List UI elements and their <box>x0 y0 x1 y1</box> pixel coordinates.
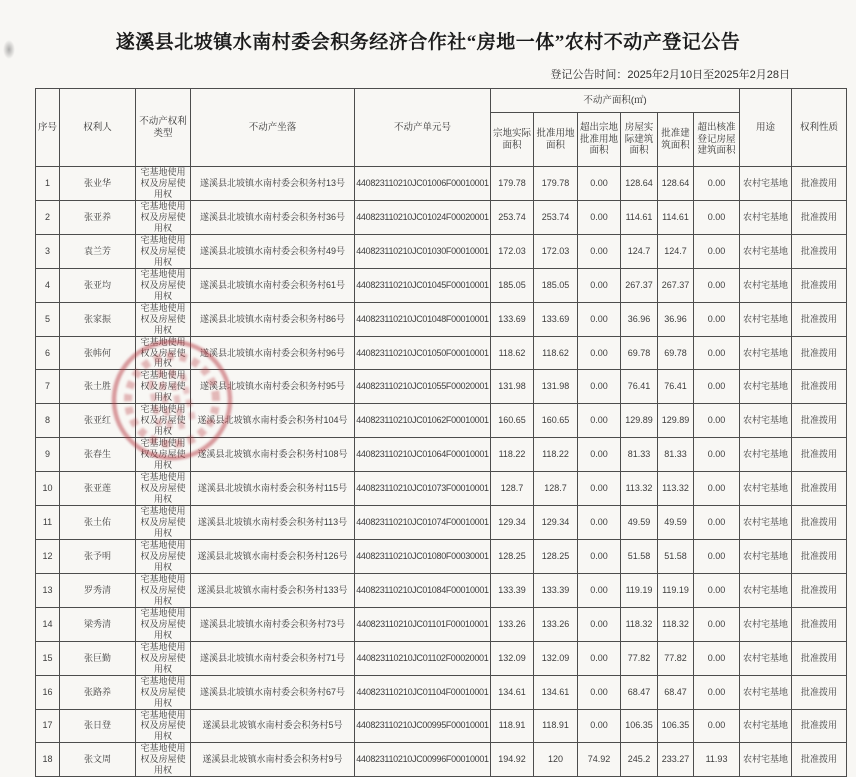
cell-excess-building-area: 0.00 <box>694 539 740 573</box>
cell-parcel-actual-area: 132.09 <box>491 641 534 675</box>
cell-unit-no: 440823110210JC00996F00010001 <box>355 743 491 777</box>
cell-parcel-actual-area: 185.05 <box>491 268 534 302</box>
cell-nature: 批准拨用 <box>792 404 847 438</box>
cell-building-actual-area: 76.41 <box>621 370 658 404</box>
cell-excess-parcel-area: 0.00 <box>578 506 621 540</box>
cell-excess-building-area: 0.00 <box>694 709 740 743</box>
header-row-group <box>36 89 847 113</box>
cell-right-type: 宅基地使用权及房屋使用权 <box>136 268 191 302</box>
cell-approved-land-area: 179.78 <box>534 167 578 201</box>
cell-excess-parcel-area: 0.00 <box>578 336 621 370</box>
cell-approved-land-area: 133.26 <box>534 607 578 641</box>
cell-usage: 农村宅基地 <box>740 573 792 607</box>
cell-parcel-actual-area: 253.74 <box>491 200 534 234</box>
cell-seq: 12 <box>36 539 60 573</box>
cell-parcel-actual-area: 118.22 <box>491 438 534 472</box>
cell-nature: 批准拨用 <box>792 539 847 573</box>
cell-unit-no: 440823110210JC01102F00020001 <box>355 641 491 675</box>
cell-excess-parcel-area: 0.00 <box>578 370 621 404</box>
header-right-type: 不动产权利类型 <box>136 89 191 167</box>
cell-nature: 批准拨用 <box>792 200 847 234</box>
cell-holder: 张亚莲 <box>60 472 136 506</box>
cell-excess-parcel-area: 0.00 <box>578 404 621 438</box>
cell-excess-building-area: 0.00 <box>694 641 740 675</box>
cell-right-type: 宅基地使用权及房屋使用权 <box>136 743 191 777</box>
cell-seq: 15 <box>36 641 60 675</box>
cell-holder: 张亚养 <box>60 200 136 234</box>
table-row <box>36 438 847 472</box>
cell-parcel-actual-area: 133.39 <box>491 573 534 607</box>
cell-seq: 5 <box>36 302 60 336</box>
cell-excess-building-area: 0.00 <box>694 472 740 506</box>
cell-location: 遂溪县北坡镇水南村委会积务村67号 <box>191 675 355 709</box>
cell-seq: 11 <box>36 506 60 540</box>
cell-parcel-actual-area: 129.34 <box>491 506 534 540</box>
cell-unit-no: 440823110210JC01030F00010001 <box>355 234 491 268</box>
cell-parcel-actual-area: 134.61 <box>491 675 534 709</box>
table-row <box>36 200 847 234</box>
cell-right-type: 宅基地使用权及房屋使用权 <box>136 404 191 438</box>
cell-excess-building-area: 0.00 <box>694 234 740 268</box>
cell-approved-land-area: 253.74 <box>534 200 578 234</box>
cell-parcel-actual-area: 160.65 <box>491 404 534 438</box>
cell-right-type: 宅基地使用权及房屋使用权 <box>136 607 191 641</box>
cell-excess-parcel-area: 0.00 <box>578 472 621 506</box>
cell-building-actual-area: 36.96 <box>621 302 658 336</box>
cell-holder: 梁秀清 <box>60 607 136 641</box>
cell-approved-building-area: 124.7 <box>658 234 694 268</box>
cell-excess-building-area: 0.00 <box>694 268 740 302</box>
cell-holder: 张予明 <box>60 539 136 573</box>
cell-approved-land-area: 133.39 <box>534 573 578 607</box>
cell-seq: 14 <box>36 607 60 641</box>
cell-building-actual-area: 77.82 <box>621 641 658 675</box>
cell-usage: 农村宅基地 <box>740 743 792 777</box>
cell-approved-land-area: 132.09 <box>534 641 578 675</box>
header-building-actual-area: 房屋实际建筑面积 <box>621 113 658 167</box>
cell-approved-building-area: 233.27 <box>658 743 694 777</box>
cell-building-actual-area: 245.2 <box>621 743 658 777</box>
cell-location: 遂溪县北坡镇水南村委会积务村95号 <box>191 370 355 404</box>
cell-parcel-actual-area: 131.98 <box>491 370 534 404</box>
cell-holder: 张日登 <box>60 709 136 743</box>
cell-unit-no: 440823110210JC01050F00010001 <box>355 336 491 370</box>
cell-location: 遂溪县北坡镇水南村委会积务村61号 <box>191 268 355 302</box>
cell-nature: 批准拨用 <box>792 709 847 743</box>
cell-seq: 6 <box>36 336 60 370</box>
cell-parcel-actual-area: 133.26 <box>491 607 534 641</box>
cell-usage: 农村宅基地 <box>740 370 792 404</box>
cell-approved-building-area: 49.59 <box>658 506 694 540</box>
header-approved-land-area: 批准用地面积 <box>534 113 578 167</box>
cell-nature: 批准拨用 <box>792 472 847 506</box>
cell-right-type: 宅基地使用权及房屋使用权 <box>136 438 191 472</box>
table-row <box>36 539 847 573</box>
cell-parcel-actual-area: 133.69 <box>491 302 534 336</box>
cell-usage: 农村宅基地 <box>740 200 792 234</box>
cell-nature: 批准拨用 <box>792 268 847 302</box>
header-area-group: 不动产面积(㎡) <box>491 89 740 113</box>
cell-approved-land-area: 118.22 <box>534 438 578 472</box>
cell-location: 遂溪县北坡镇水南村委会积务村113号 <box>191 506 355 540</box>
cell-parcel-actual-area: 179.78 <box>491 167 534 201</box>
table-row <box>36 506 847 540</box>
cell-approved-building-area: 128.64 <box>658 167 694 201</box>
cell-holder: 袁兰芳 <box>60 234 136 268</box>
cell-seq: 18 <box>36 743 60 777</box>
cell-seq: 2 <box>36 200 60 234</box>
header-nature: 权利性质 <box>792 89 847 167</box>
cell-nature: 批准拨用 <box>792 336 847 370</box>
cell-building-actual-area: 68.47 <box>621 675 658 709</box>
cell-excess-parcel-area: 0.00 <box>578 709 621 743</box>
cell-approved-building-area: 114.61 <box>658 200 694 234</box>
cell-excess-parcel-area: 0.00 <box>578 302 621 336</box>
cell-unit-no: 440823110210JC01045F00010001 <box>355 268 491 302</box>
cell-building-actual-area: 119.19 <box>621 573 658 607</box>
cell-parcel-actual-area: 194.92 <box>491 743 534 777</box>
cell-approved-building-area: 106.35 <box>658 709 694 743</box>
cell-approved-land-area: 120 <box>534 743 578 777</box>
cell-right-type: 宅基地使用权及房屋使用权 <box>136 539 191 573</box>
cell-right-type: 宅基地使用权及房屋使用权 <box>136 200 191 234</box>
cell-location: 遂溪县北坡镇水南村委会积务村104号 <box>191 404 355 438</box>
cell-building-actual-area: 124.7 <box>621 234 658 268</box>
cell-building-actual-area: 69.78 <box>621 336 658 370</box>
cell-right-type: 宅基地使用权及房屋使用权 <box>136 506 191 540</box>
cell-building-actual-area: 129.89 <box>621 404 658 438</box>
cell-approved-land-area: 185.05 <box>534 268 578 302</box>
cell-nature: 批准拨用 <box>792 573 847 607</box>
cell-location: 遂溪县北坡镇水南村委会积务村115号 <box>191 472 355 506</box>
cell-location: 遂溪县北坡镇水南村委会积务村9号 <box>191 743 355 777</box>
header-location: 不动产坐落 <box>191 89 355 167</box>
cell-holder: 张亚红 <box>60 404 136 438</box>
cell-nature: 批准拨用 <box>792 506 847 540</box>
cell-seq: 17 <box>36 709 60 743</box>
table-row <box>36 472 847 506</box>
cell-approved-building-area: 77.82 <box>658 641 694 675</box>
cell-excess-building-area: 0.00 <box>694 404 740 438</box>
cell-approved-building-area: 118.32 <box>658 607 694 641</box>
cell-approved-land-area: 172.03 <box>534 234 578 268</box>
cell-right-type: 宅基地使用权及房屋使用权 <box>136 641 191 675</box>
cell-seq: 16 <box>36 675 60 709</box>
header-unit-no: 不动产单元号 <box>355 89 491 167</box>
header-seq: 序号 <box>36 89 60 167</box>
cell-usage: 农村宅基地 <box>740 234 792 268</box>
cell-right-type: 宅基地使用权及房屋使用权 <box>136 573 191 607</box>
cell-excess-building-area: 11.93 <box>694 743 740 777</box>
cell-location: 遂溪县北坡镇水南村委会积务村36号 <box>191 200 355 234</box>
cell-location: 遂溪县北坡镇水南村委会积务村5号 <box>191 709 355 743</box>
cell-excess-parcel-area: 0.00 <box>578 573 621 607</box>
table-row <box>36 675 847 709</box>
cell-usage: 农村宅基地 <box>740 167 792 201</box>
cell-building-actual-area: 118.32 <box>621 607 658 641</box>
cell-unit-no: 440823110210JC01104F00010001 <box>355 675 491 709</box>
cell-holder: 张巨勤 <box>60 641 136 675</box>
cell-right-type: 宅基地使用权及房屋使用权 <box>136 472 191 506</box>
cell-approved-land-area: 128.7 <box>534 472 578 506</box>
cell-approved-building-area: 113.32 <box>658 472 694 506</box>
cell-holder: 张业华 <box>60 167 136 201</box>
cell-excess-building-area: 0.00 <box>694 438 740 472</box>
cell-approved-land-area: 118.62 <box>534 336 578 370</box>
table-row <box>36 167 847 201</box>
cell-usage: 农村宅基地 <box>740 539 792 573</box>
cell-approved-land-area: 133.69 <box>534 302 578 336</box>
table-row <box>36 573 847 607</box>
cell-holder: 张春生 <box>60 438 136 472</box>
cell-right-type: 宅基地使用权及房屋使用权 <box>136 709 191 743</box>
cell-holder: 张亚均 <box>60 268 136 302</box>
header-usage: 用途 <box>740 89 792 167</box>
cell-approved-land-area: 118.91 <box>534 709 578 743</box>
cell-parcel-actual-area: 118.91 <box>491 709 534 743</box>
table-row <box>36 302 847 336</box>
cell-usage: 农村宅基地 <box>740 302 792 336</box>
cell-approved-land-area: 160.65 <box>534 404 578 438</box>
cell-usage: 农村宅基地 <box>740 607 792 641</box>
cell-building-actual-area: 114.61 <box>621 200 658 234</box>
cell-holder: 张帏何 <box>60 336 136 370</box>
cell-excess-building-area: 0.00 <box>694 302 740 336</box>
cell-approved-land-area: 128.25 <box>534 539 578 573</box>
cell-parcel-actual-area: 128.25 <box>491 539 534 573</box>
cell-seq: 4 <box>36 268 60 302</box>
cell-right-type: 宅基地使用权及房屋使用权 <box>136 336 191 370</box>
cell-building-actual-area: 128.64 <box>621 167 658 201</box>
cell-right-type: 宅基地使用权及房屋使用权 <box>136 370 191 404</box>
cell-seq: 1 <box>36 167 60 201</box>
cell-nature: 批准拨用 <box>792 234 847 268</box>
cell-location: 遂溪县北坡镇水南村委会积务村108号 <box>191 438 355 472</box>
cell-seq: 7 <box>36 370 60 404</box>
cell-parcel-actual-area: 118.62 <box>491 336 534 370</box>
cell-holder: 张路养 <box>60 675 136 709</box>
cell-building-actual-area: 106.35 <box>621 709 658 743</box>
cell-unit-no: 440823110210JC01006F00010001 <box>355 167 491 201</box>
cell-approved-land-area: 129.34 <box>534 506 578 540</box>
cell-excess-parcel-area: 74.92 <box>578 743 621 777</box>
cell-nature: 批准拨用 <box>792 438 847 472</box>
cell-excess-parcel-area: 0.00 <box>578 607 621 641</box>
cell-excess-building-area: 0.00 <box>694 370 740 404</box>
cell-usage: 农村宅基地 <box>740 675 792 709</box>
cell-excess-building-area: 0.00 <box>694 167 740 201</box>
table-body <box>36 167 847 777</box>
cell-holder: 罗秀清 <box>60 573 136 607</box>
cell-location: 遂溪县北坡镇水南村委会积务村133号 <box>191 573 355 607</box>
cell-parcel-actual-area: 128.7 <box>491 472 534 506</box>
cell-right-type: 宅基地使用权及房屋使用权 <box>136 302 191 336</box>
cell-usage: 农村宅基地 <box>740 472 792 506</box>
cell-excess-building-area: 0.00 <box>694 607 740 641</box>
cell-usage: 农村宅基地 <box>740 506 792 540</box>
cell-seq: 9 <box>36 438 60 472</box>
cell-unit-no: 440823110210JC01074F00010001 <box>355 506 491 540</box>
table-row <box>36 607 847 641</box>
header-excess-building-area: 超出核准登记房屋建筑面积 <box>694 113 740 167</box>
cell-approved-building-area: 51.58 <box>658 539 694 573</box>
cell-excess-building-area: 0.00 <box>694 675 740 709</box>
cell-location: 遂溪县北坡镇水南村委会积务村49号 <box>191 234 355 268</box>
cell-unit-no: 440823110210JC00995F00010001 <box>355 709 491 743</box>
cell-building-actual-area: 267.37 <box>621 268 658 302</box>
cell-building-actual-area: 51.58 <box>621 539 658 573</box>
cell-unit-no: 440823110210JC01101F00010001 <box>355 607 491 641</box>
cell-approved-building-area: 76.41 <box>658 370 694 404</box>
table-row <box>36 370 847 404</box>
cell-excess-parcel-area: 0.00 <box>578 200 621 234</box>
cell-usage: 农村宅基地 <box>740 336 792 370</box>
cell-approved-building-area: 267.37 <box>658 268 694 302</box>
cell-building-actual-area: 81.33 <box>621 438 658 472</box>
cell-excess-building-area: 0.00 <box>694 200 740 234</box>
table-header <box>36 89 847 167</box>
header-excess-parcel-area: 超出宗地批准用地面积 <box>578 113 621 167</box>
cell-location: 遂溪县北坡镇水南村委会积务村86号 <box>191 302 355 336</box>
cell-approved-building-area: 68.47 <box>658 675 694 709</box>
cell-seq: 13 <box>36 573 60 607</box>
cell-excess-building-area: 0.00 <box>694 336 740 370</box>
cell-nature: 批准拨用 <box>792 607 847 641</box>
cell-nature: 批准拨用 <box>792 675 847 709</box>
cell-seq: 8 <box>36 404 60 438</box>
cell-usage: 农村宅基地 <box>740 268 792 302</box>
cell-usage: 农村宅基地 <box>740 438 792 472</box>
registration-table <box>35 88 847 777</box>
cell-building-actual-area: 113.32 <box>621 472 658 506</box>
cell-excess-parcel-area: 0.00 <box>578 641 621 675</box>
cell-excess-building-area: 0.00 <box>694 506 740 540</box>
cell-unit-no: 440823110210JC01080F00030001 <box>355 539 491 573</box>
cell-approved-building-area: 129.89 <box>658 404 694 438</box>
cell-seq: 10 <box>36 472 60 506</box>
cell-unit-no: 440823110210JC01084F00010001 <box>355 573 491 607</box>
cell-approved-land-area: 134.61 <box>534 675 578 709</box>
cell-usage: 农村宅基地 <box>740 404 792 438</box>
cell-excess-parcel-area: 0.00 <box>578 539 621 573</box>
cell-unit-no: 440823110210JC01024F00020001 <box>355 200 491 234</box>
cell-right-type: 宅基地使用权及房屋使用权 <box>136 167 191 201</box>
cell-holder: 张土佑 <box>60 506 136 540</box>
cell-holder: 张文周 <box>60 743 136 777</box>
table-row <box>36 268 847 302</box>
cell-nature: 批准拨用 <box>792 743 847 777</box>
cell-location: 遂溪县北坡镇水南村委会积务村13号 <box>191 167 355 201</box>
cell-location: 遂溪县北坡镇水南村委会积务村71号 <box>191 641 355 675</box>
cell-nature: 批准拨用 <box>792 370 847 404</box>
table-row <box>36 743 847 777</box>
cell-excess-parcel-area: 0.00 <box>578 268 621 302</box>
cell-excess-parcel-area: 0.00 <box>578 675 621 709</box>
table-row <box>36 336 847 370</box>
cell-nature: 批准拨用 <box>792 641 847 675</box>
cell-right-type: 宅基地使用权及房屋使用权 <box>136 234 191 268</box>
header-holder: 权利人 <box>60 89 136 167</box>
cell-parcel-actual-area: 172.03 <box>491 234 534 268</box>
cell-approved-land-area: 131.98 <box>534 370 578 404</box>
cell-excess-parcel-area: 0.00 <box>578 438 621 472</box>
cell-excess-parcel-area: 0.00 <box>578 167 621 201</box>
page-title: 遂溪县北坡镇水南村委会积务经济合作社“房地一体”农村不动产登记公告 <box>115 32 741 53</box>
cell-excess-building-area: 0.00 <box>694 573 740 607</box>
cell-holder: 张土胜 <box>60 370 136 404</box>
cell-excess-parcel-area: 0.00 <box>578 234 621 268</box>
cell-building-actual-area: 49.59 <box>621 506 658 540</box>
cell-right-type: 宅基地使用权及房屋使用权 <box>136 675 191 709</box>
cell-unit-no: 440823110210JC01055F00020001 <box>355 370 491 404</box>
header-approved-building-area: 批准建筑面积 <box>658 113 694 167</box>
header-parcel-actual-area: 宗地实际面积 <box>491 113 534 167</box>
cell-unit-no: 440823110210JC01048F00010001 <box>355 302 491 336</box>
cell-location: 遂溪县北坡镇水南村委会积务村96号 <box>191 336 355 370</box>
cell-holder: 张家振 <box>60 302 136 336</box>
cell-approved-building-area: 69.78 <box>658 336 694 370</box>
cell-usage: 农村宅基地 <box>740 709 792 743</box>
cell-nature: 批准拨用 <box>792 167 847 201</box>
cell-location: 遂溪县北坡镇水南村委会积务村126号 <box>191 539 355 573</box>
cell-unit-no: 440823110210JC01064F00010001 <box>355 438 491 472</box>
cell-approved-building-area: 81.33 <box>658 438 694 472</box>
cell-nature: 批准拨用 <box>792 302 847 336</box>
table-row <box>36 641 847 675</box>
table-row <box>36 404 847 438</box>
announcement-period: 登记公告时间：2025年2月10日至2025年2月28日 <box>550 69 790 81</box>
table-row <box>36 234 847 268</box>
cell-location: 遂溪县北坡镇水南村委会积务村73号 <box>191 607 355 641</box>
cell-seq: 3 <box>36 234 60 268</box>
cell-unit-no: 440823110210JC01062F00010001 <box>355 404 491 438</box>
cell-approved-building-area: 119.19 <box>658 573 694 607</box>
cell-unit-no: 440823110210JC01073F00010001 <box>355 472 491 506</box>
cell-usage: 农村宅基地 <box>740 641 792 675</box>
table-row <box>36 709 847 743</box>
cell-approved-building-area: 36.96 <box>658 302 694 336</box>
